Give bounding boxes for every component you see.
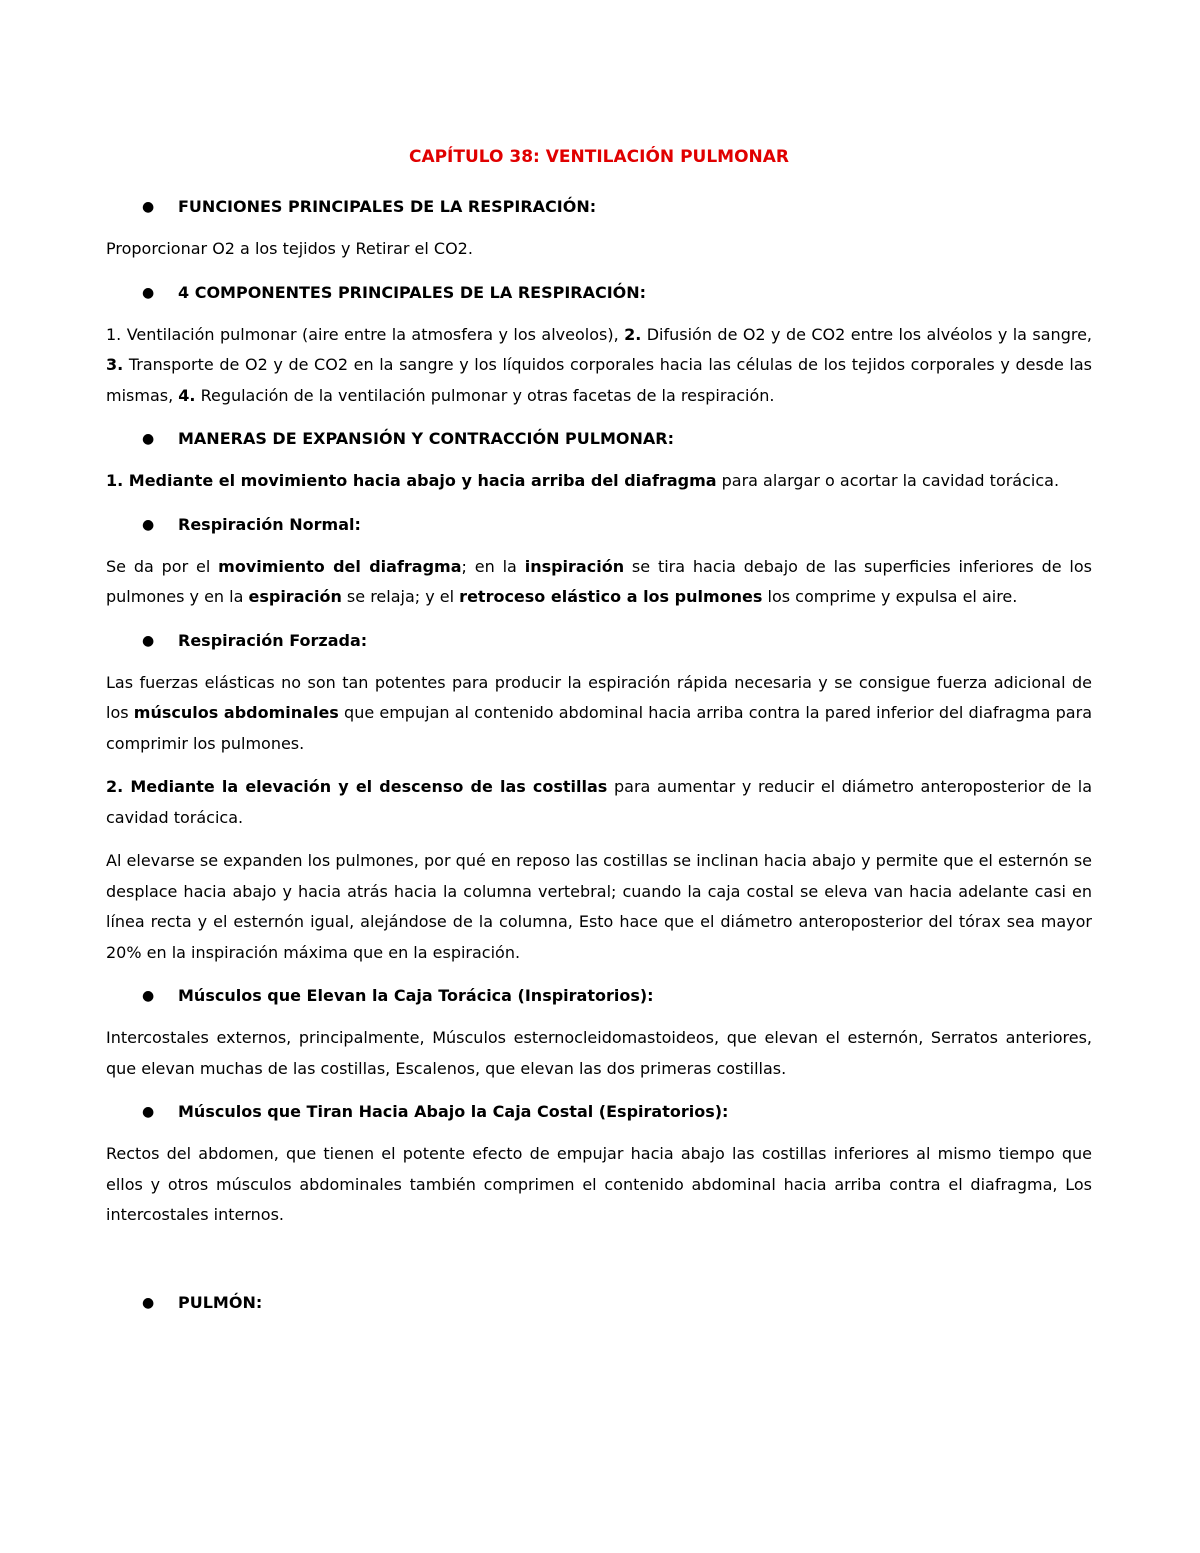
- heading-componentes: [106, 278, 1092, 308]
- paragraph-maneras-1: [106, 466, 1092, 497]
- bullet-icon: ●: [142, 431, 155, 447]
- heading-text: PULMÓN:: [178, 1292, 263, 1312]
- heading-musculos-elevan: [106, 981, 1092, 1011]
- body-text: Difusión de O2 y de CO2 entre los alvéolos y la sangre,: [641, 324, 1093, 344]
- heading-text: Músculos que Elevan la Caja Torácica (Inspiratorios):: [178, 986, 654, 1005]
- paragraph-componentes: [106, 320, 1092, 412]
- bold-text: 2. Mediante la elevación y el descenso de las costillas: [106, 777, 608, 796]
- body-text: se relaja; y el: [341, 587, 460, 606]
- paragraph-elevarse: Al elevarse se expanden los pulmones, por qué en reposo las costillas se inclinan hacia abajo y permite que el esternón se desplace hacia abajo y hacia atrás hacia la columna vertebral; cuando la caja costal se eleva van hacia adelante casi en línea recta y el esternón igual, alejándose de la columna, Esto hace que el diámetro anteroposterior del tórax sea mayor 20% en la inspiración máxima que en la espiración.: [106, 851, 1092, 962]
- body-text: Regulación de la ventilación pulmonar y otras facetas de la respiración.: [195, 385, 775, 405]
- bullet-icon: ●: [142, 988, 155, 1004]
- body-text: los comprime y expulsa el aire.: [762, 587, 1018, 606]
- body-text: Las fuerzas elásticas no son tan potentes para producir la espiración rápida necesaria y se consigue fuerza adicional de los: [106, 672, 1092, 722]
- bullet-icon: ●: [142, 199, 155, 215]
- bold-text: espiración: [248, 587, 342, 606]
- body-text: para aumentar y reducir el diámetro anteroposterior de la cavidad torácica.: [106, 777, 1093, 827]
- body-text: para alargar o acortar la cavidad torácica.: [716, 471, 1060, 490]
- blank-line: [106, 1244, 1092, 1288]
- bold-text: inspiración: [524, 556, 625, 576]
- bullet-icon: ●: [142, 284, 155, 301]
- paragraph-respiracion-forzada: [106, 668, 1092, 760]
- bullet-icon: ●: [142, 1104, 155, 1120]
- heading-text: Respiración Normal:: [178, 514, 361, 534]
- bold-text: movimiento del diafragma: [218, 556, 462, 576]
- paragraph-musculos-elevan: Intercostales externos, principalmente, Músculos esternocleidomastoideos, que elevan el esternón, Serratos anteriores, que elevan muchas de las costillas, Escalenos, que elevan las dos primeras costillas.: [106, 1028, 1092, 1078]
- bold-text: 2.: [624, 324, 642, 344]
- heading-pulmon: [106, 1288, 1092, 1318]
- bold-text: 1. Mediante el movimiento hacia abajo y hacia arriba del diafragma: [106, 471, 717, 490]
- bold-text: 4.: [178, 385, 196, 405]
- heading-respiracion-forzada: [106, 626, 1092, 656]
- heading-text: Músculos que Tiran Hacia Abajo la Caja Costal (Espiratorios):: [178, 1102, 729, 1121]
- heading-respiracion-normal: [106, 510, 1092, 540]
- paragraph-musculos-tiran: Rectos del abdomen, que tienen el potente efecto de empujar hacia abajo las costillas inferiores al mismo tiempo que ellos y otros músculos abdominales también comprimen el contenido abdominal hacia arriba contra el diafragma, Los intercostales internos.: [106, 1144, 1092, 1224]
- body-text: Se da por el: [106, 556, 219, 576]
- heading-text: MANERAS DE EXPANSIÓN Y CONTRACCIÓN PULMONAR:: [178, 429, 674, 448]
- heading-text: FUNCIONES PRINCIPALES DE LA RESPIRACIÓN:: [178, 197, 597, 216]
- paragraph-maneras-2: [106, 772, 1092, 833]
- paragraph-funciones: Proporcionar O2 a los tejidos y Retirar el CO2.: [106, 239, 473, 258]
- document-title: CAPÍTULO 38: VENTILACIÓN PULMONAR: [408, 147, 790, 167]
- bold-text: 3.: [106, 355, 124, 374]
- body-text: que empujan al contenido abdominal hacia arriba contra la pared inferior del diafragma para comprimir los pulmones.: [106, 703, 1092, 753]
- body-text: se tira hacia debajo de las superficies inferiores de los pulmones y en la: [106, 556, 1092, 606]
- bullet-icon: ●: [142, 516, 155, 533]
- heading-text: Respiración Forzada:: [178, 630, 368, 650]
- bold-text: retroceso elástico a los pulmones: [459, 587, 763, 606]
- body-text: 1. Ventilación pulmonar (aire entre la atmosfera y los alveolos),: [106, 324, 625, 344]
- heading-musculos-tiran: [106, 1097, 1092, 1127]
- bullet-icon: ●: [142, 632, 155, 649]
- heading-funciones: [106, 192, 1092, 222]
- body-text: ; en la: [461, 556, 525, 576]
- bold-text: músculos abdominales: [133, 703, 339, 722]
- heading-text: 4 COMPONENTES PRINCIPALES DE LA RESPIRACIÓN:: [178, 282, 647, 302]
- heading-maneras: [106, 424, 1092, 454]
- body-text: Transporte de O2 y de CO2 en la sangre y los líquidos corporales hacia las células de los tejidos corporales y desde las mismas,: [106, 355, 1092, 405]
- bullet-icon: ●: [142, 1294, 155, 1311]
- paragraph-respiracion-normal: [106, 552, 1092, 613]
